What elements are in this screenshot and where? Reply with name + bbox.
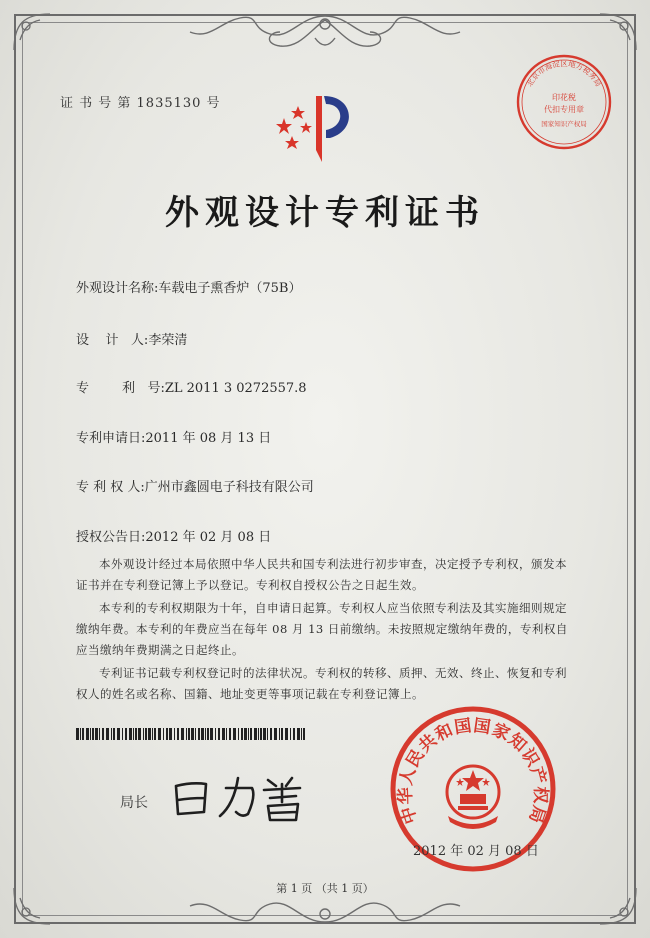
field-label: 外观设计名称:	[76, 281, 159, 296]
barcode-icon	[76, 728, 306, 740]
barcode-bar	[229, 728, 231, 740]
barcode-bar	[238, 728, 239, 740]
tax-seal-line1: 印花税	[552, 93, 576, 102]
barcode-bar	[166, 728, 168, 740]
barcode-bar	[210, 728, 213, 740]
tax-stamp-seal-icon	[514, 52, 614, 152]
field-design-name	[76, 277, 302, 296]
barcode-bar	[106, 728, 109, 740]
barcode-bar	[297, 728, 300, 740]
barcode-bar	[207, 728, 209, 740]
tax-seal-line2: 代扣专用章	[544, 105, 584, 114]
field-value: 李荣清	[148, 333, 188, 348]
barcode-bar	[138, 728, 141, 740]
barcode-bar	[99, 728, 100, 740]
barcode-bar	[117, 728, 120, 740]
barcode-bar	[129, 728, 132, 740]
barcode-bar	[258, 728, 259, 740]
barcode-bar	[195, 728, 196, 740]
barcode-bar	[218, 728, 220, 740]
barcode-bar	[152, 728, 153, 740]
barcode-bar	[181, 728, 184, 740]
certificate-body	[76, 554, 576, 705]
body-paragraph-1: 本外观设计经过本局依照中华人民共和国专利法进行初步审查，决定授予专利权，颁发本证书并在专利登记簿上予以登记。专利权自授权公告之日起生效。	[76, 557, 567, 592]
barcode-bar	[285, 728, 288, 740]
barcode-bar	[191, 728, 194, 740]
field-label: 专利申请日:	[76, 431, 146, 446]
field-label: 专 利 权 人:	[76, 480, 145, 495]
barcode-bar	[293, 728, 295, 740]
barcode-bar	[290, 728, 291, 740]
barcode-bar	[198, 728, 200, 740]
barcode-bar	[163, 728, 164, 740]
barcode-bar	[301, 728, 302, 740]
field-label: 设 计 人:	[76, 333, 149, 348]
field-value: ZL 2011 3 0272557.8	[164, 381, 307, 396]
barcode-bar	[270, 728, 272, 740]
top-ornament	[180, 10, 470, 58]
director-label: 局长	[120, 795, 148, 811]
body-paragraph-3: 专利证书记载专利权登记时的法律状况。专利权的转移、质押、无效、终止、恢复和专利权人的姓名或名称、国籍、地址变更等事项记载在专利登记簿上。	[76, 666, 567, 701]
barcode-bar	[135, 728, 137, 740]
barcode-bar	[244, 728, 247, 740]
barcode-bar	[250, 728, 252, 740]
field-value: 车载电子熏香炉（75B）	[158, 281, 302, 296]
field-announcement-date	[76, 526, 271, 545]
field-label: 专 利 号:	[76, 381, 165, 396]
barcode-bar	[133, 728, 134, 740]
barcode-bar	[80, 728, 81, 740]
field-value: 2012 年 02 月 08 日	[145, 530, 272, 545]
certificate-number: 证 书 号 第 1835130 号	[60, 96, 221, 111]
barcode-bar	[233, 728, 236, 740]
barcode-bar	[154, 728, 156, 740]
tax-seal-ring-text: 北京市海淀区地方税务局	[524, 59, 604, 89]
field-application-date	[76, 427, 271, 446]
body-paragraph-2: 本专利的专利权期限为十年，自申请日起算。专利权人应当依照专利法及其实施细则规定缴纳年费。本专利的年费应当在每年 08 月 13 日前缴纳。未按照规定缴纳年费的，专利权自应当缴纳年费期满之日起终止。	[76, 601, 568, 657]
barcode-bar	[260, 728, 262, 740]
corner-ornament-tl	[10, 10, 70, 70]
field-value: 广州市鑫圆电子科技有限公司	[144, 480, 314, 495]
field-label: 授权公告日:	[76, 530, 146, 545]
barcode-bar	[201, 728, 204, 740]
barcode-bar	[158, 728, 161, 740]
corner-ornament-br	[580, 868, 640, 928]
field-value: 2011 年 08 月 13 日	[145, 431, 272, 446]
barcode-bar	[303, 728, 305, 740]
barcode-bar	[113, 728, 115, 740]
barcode-bar	[169, 728, 172, 740]
barcode-bar	[111, 728, 112, 740]
barcode-bar	[145, 728, 147, 740]
barcode-bar	[188, 728, 190, 740]
barcode-bar	[174, 728, 175, 740]
barcode-bar	[125, 728, 127, 740]
page-footer: 第 1 页 （共 1 页）	[276, 882, 374, 895]
barcode-bar	[267, 728, 268, 740]
barcode-bar	[86, 728, 89, 740]
barcode-bar	[274, 728, 277, 740]
barcode-bar	[143, 728, 144, 740]
svg-text:北京市海淀区地方税务局	[524, 58, 603, 88]
certificate-title: 外观设计专利证书	[165, 193, 485, 233]
barcode-bar	[279, 728, 280, 740]
field-patentee	[76, 476, 314, 495]
barcode-bar	[248, 728, 249, 740]
director-signature	[168, 770, 318, 826]
seal-date: 2012 年 02 月 08 日	[413, 844, 539, 859]
barcode-bar	[82, 728, 84, 740]
field-patent-number	[76, 377, 307, 396]
barcode-bar	[254, 728, 257, 740]
official-seal-ring-text: 中华人民共和国国家知识产权局	[395, 715, 551, 827]
barcode-bar	[205, 728, 206, 740]
barcode-bar	[122, 728, 123, 740]
barcode-bar	[226, 728, 227, 740]
barcode-bar	[90, 728, 91, 740]
barcode-bar	[222, 728, 225, 740]
patent-office-logo-icon	[272, 88, 362, 166]
barcode-bar	[102, 728, 104, 740]
barcode-bar	[263, 728, 266, 740]
barcode-bar	[177, 728, 179, 740]
barcode-bar	[148, 728, 151, 740]
barcode-bar	[241, 728, 243, 740]
barcode-bar	[95, 728, 98, 740]
tax-seal-line3: 国家知识产权局	[541, 120, 587, 128]
barcode-bar	[281, 728, 283, 740]
barcode-bar	[186, 728, 187, 740]
barcode-bar	[215, 728, 216, 740]
barcode-bar	[76, 728, 79, 740]
field-designer	[76, 329, 187, 348]
corner-ornament-bl	[10, 868, 70, 928]
barcode-bar	[92, 728, 94, 740]
